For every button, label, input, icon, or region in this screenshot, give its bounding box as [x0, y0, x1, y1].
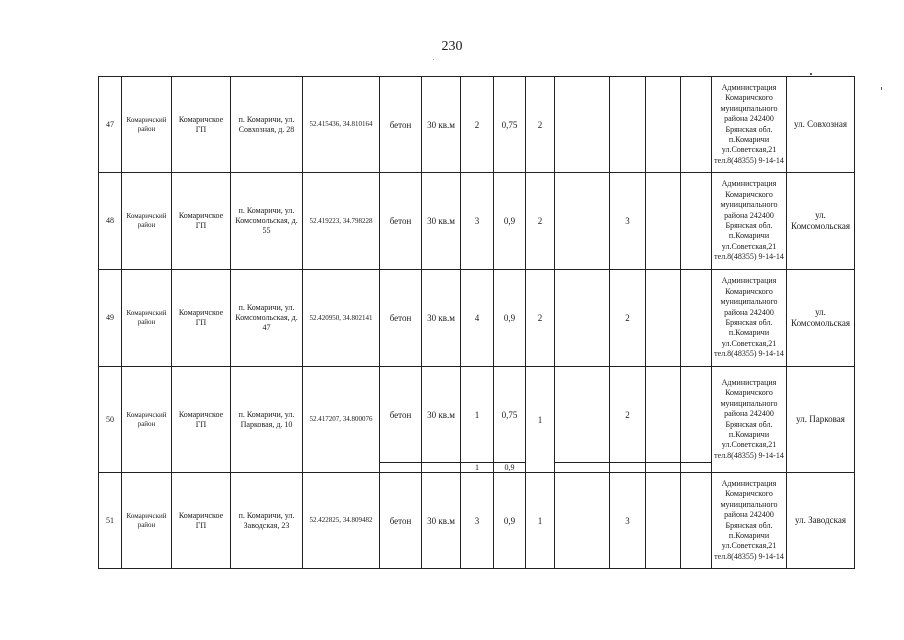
- coordinates-cell: 52.415436, 34.810164: [303, 77, 380, 173]
- containers-count-cell: 4: [461, 270, 494, 367]
- empty-cell: [646, 367, 681, 463]
- count-cell: 1: [526, 473, 555, 569]
- district-cell: Комаричский район: [122, 270, 172, 367]
- settlement-cell: Комаричское ГП: [172, 77, 231, 173]
- empty-cell: [646, 77, 681, 173]
- district-cell: Комаричский район: [122, 77, 172, 173]
- street-cell: ул. Парковая: [787, 367, 855, 473]
- count-cell: 2: [526, 77, 555, 173]
- table-row: [99, 77, 855, 173]
- count-cell: 3: [610, 473, 646, 569]
- owner-cell: Администрация Комаричского муниципального района 242400 Брянская обл. п.Комаричи ул.Советская,21 тел.8(48355) 9-14-14: [712, 173, 787, 270]
- coordinates-cell: 52.422825, 34.809482: [303, 473, 380, 569]
- count-cell: 3: [610, 173, 646, 270]
- empty-cell: [646, 173, 681, 270]
- scan-artifact: [810, 73, 812, 75]
- container-volume-cell: 0,9: [494, 473, 526, 569]
- count-cell: 2: [526, 270, 555, 367]
- count-cell: 2: [526, 173, 555, 270]
- container-sites-table: [98, 76, 855, 569]
- empty-cell: [555, 473, 610, 569]
- address-cell: п. Комаричи, ул. Заводская, 23: [231, 473, 303, 569]
- row-number: 47: [99, 77, 122, 173]
- empty-cell: [681, 473, 712, 569]
- surface-cell: бетон: [380, 473, 422, 569]
- empty-cell: [555, 77, 610, 173]
- scan-artifact: [433, 59, 434, 60]
- address-cell: п. Комаричи, ул. Парковая, д. 10: [231, 367, 303, 473]
- settlement-cell: Комаричское ГП: [172, 367, 231, 473]
- street-cell: ул. Комсомольская: [787, 270, 855, 367]
- address-cell: п. Комаричи, ул. Комсомольская, д. 47: [231, 270, 303, 367]
- empty-cell: [681, 173, 712, 270]
- table-row: [99, 473, 855, 569]
- containers-count-cell: 3: [461, 173, 494, 270]
- settlement-cell: Комаричское ГП: [172, 173, 231, 270]
- district-cell: Комаричский район: [122, 473, 172, 569]
- row-number: 51: [99, 473, 122, 569]
- owner-cell: Администрация Комаричского муниципального района 242400 Брянская обл. п.Комаричи ул.Советская,21 тел.8(48355) 9-14-14: [712, 473, 787, 569]
- count-cell: 2: [610, 367, 646, 463]
- empty-cell: [681, 463, 712, 473]
- page-number: 230: [441, 39, 463, 54]
- area-cell: 30 кв.м: [422, 173, 461, 270]
- table-row: [99, 367, 855, 463]
- owner-cell: Администрация Комаричского муниципального района 242400 Брянская обл. п.Комаричи ул.Советская,21 тел.8(48355) 9-14-14: [712, 77, 787, 173]
- table-row: [99, 173, 855, 270]
- empty-cell: [681, 77, 712, 173]
- count-cell: 1: [526, 367, 555, 473]
- containers-count-cell: 2: [461, 77, 494, 173]
- empty-cell: [610, 463, 646, 473]
- area-cell: 30 кв.м: [422, 473, 461, 569]
- empty-cell: [380, 463, 422, 473]
- surface-cell: бетон: [380, 77, 422, 173]
- containers-count-cell: 1: [461, 463, 494, 473]
- empty-cell: [646, 473, 681, 569]
- empty-cell: [555, 270, 610, 367]
- owner-cell: Администрация Комаричского муниципального района 242400 Брянская обл. п.Комаричи ул.Советская,21 тел.8(48355) 9-14-14: [712, 367, 787, 473]
- empty-cell: [681, 367, 712, 463]
- district-cell: Комаричский район: [122, 173, 172, 270]
- surface-cell: бетон: [380, 270, 422, 367]
- empty-cell: [681, 270, 712, 367]
- row-number: 48: [99, 173, 122, 270]
- owner-cell: Администрация Комаричского муниципального района 242400 Брянская обл. п.Комаричи ул.Советская,21 тел.8(48355) 9-14-14: [712, 270, 787, 367]
- count-cell: 2: [610, 270, 646, 367]
- street-cell: ул. Заводская: [787, 473, 855, 569]
- address-cell: п. Комаричи, ул. Комсомольская, д. 55: [231, 173, 303, 270]
- row-number: 49: [99, 270, 122, 367]
- area-cell: 30 кв.м: [422, 367, 461, 463]
- empty-cell: [646, 463, 681, 473]
- street-cell: ул. Совхозная: [787, 77, 855, 173]
- empty-cell: [422, 463, 461, 473]
- surface-cell: бетон: [380, 367, 422, 463]
- district-cell: Комаричский район: [122, 367, 172, 473]
- count-cell: [610, 77, 646, 173]
- container-volume-cell: 0,9: [494, 270, 526, 367]
- settlement-cell: Комаричское ГП: [172, 270, 231, 367]
- container-volume-cell: 0,9: [494, 463, 526, 473]
- container-volume-cell: 0,75: [494, 77, 526, 173]
- area-cell: 30 кв.м: [422, 77, 461, 173]
- coordinates-cell: 52.420950, 34.802141: [303, 270, 380, 367]
- row-number: 50: [99, 367, 122, 473]
- settlement-cell: Комаричское ГП: [172, 473, 231, 569]
- container-volume-cell: 0,75: [494, 367, 526, 463]
- coordinates-cell: 52.417207, 34.800076: [303, 367, 380, 473]
- containers-count-cell: 3: [461, 473, 494, 569]
- container-volume-cell: 0,9: [494, 173, 526, 270]
- empty-cell: [555, 463, 610, 473]
- containers-count-cell: 1: [461, 367, 494, 463]
- address-cell: п. Комаричи, ул. Совхозная, д. 28: [231, 77, 303, 173]
- empty-cell: [646, 270, 681, 367]
- table-row: [99, 270, 855, 367]
- street-cell: ул. Комсомольская: [787, 173, 855, 270]
- surface-cell: бетон: [380, 173, 422, 270]
- area-cell: 30 кв.м: [422, 270, 461, 367]
- empty-cell: [555, 367, 610, 463]
- empty-cell: [555, 173, 610, 270]
- scan-artifact: [881, 87, 882, 90]
- coordinates-cell: 52.419223, 34.798228: [303, 173, 380, 270]
